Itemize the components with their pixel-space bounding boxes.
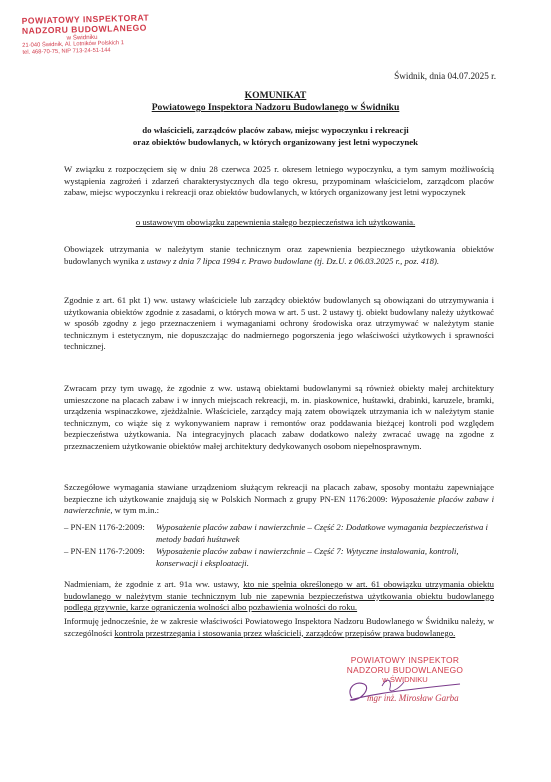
signature-stamp-line-3: w ŚWIDNIKU [382, 675, 428, 684]
small-architecture-paragraph: Zwracam przy tym uwagę, że zgodnie z ww. ustawą obiektami budowlanymi są również obiekty małej architektury umieszczone na placach zabaw i w innych miejscach rekreacji, m. in. piaskownice, huśtawki, drabinki, karuzele, bramki, urządzenia wspinaczkowe, zjeżdżalnie. Właściciele, zarządcy mają zatem obowiązek utrzymania ich w należytym stanie technicznym, co wiąże się z wykonywaniem napraw i remontów oraz poddawania bieżącej kontroli pod względem bezpieczeństwa użytkowania. Na integracyjnych placach zabaw dodatkowo należy zwracać uwagę na zgodne z przeznaczeniem użytkowanie obiektów małej architektury dedykowanych osobom niepełnosprawnym. [64, 383, 494, 451]
legal-basis-paragraph [64, 244, 494, 267]
standards-title: Wyposażenie placów zabaw i nawierzchnie [64, 493, 494, 516]
document-title: KOMUNIKAT [244, 90, 307, 101]
stamp-line-4: 21-040 Świdnik, Al. Lotników Polskich 1 [22, 40, 125, 49]
standards-text: Szczegółowe wymagania stawiane urządzeniom służącym rekreacji na placach zabaw, sposoby montażu zapewniające bezpieczne ich użytkowanie znajdują się w Polskich Normach z grupy PN-EN 1176:2009: [64, 482, 494, 504]
penalty-intro: Nadmieniam, że zgodnie z art. 91a ww. ustawy, [64, 579, 244, 589]
stamp-line-5: tel. 468-70-75, NIP 713-24-51-144 [22, 47, 111, 56]
document-date: Świdnik, dnia 04.07.2025 r. [394, 71, 496, 81]
standards-paragraph [64, 482, 494, 517]
legal-basis-text: Obowiązek utrzymania w należytym stanie technicznym oraz zapewnienia bezpiecznego użytkowania obiektów budowlanych wynika z [64, 244, 494, 266]
norm-code: – PN-EN 1176-7:2009: [64, 546, 145, 556]
standards-suffix: , w tym m.in.: [110, 505, 160, 516]
law-citation: ustawy z dnia 7 lipca 1994 r. Prawo budowlane (tj. Dz.U. z 06.03.2025 r., poz. 418). [146, 255, 440, 266]
document-issuer: Powiatowego Inspektora Nadzoru Budowlanego w Świdniku [151, 102, 400, 113]
norm-code: – PN-EN 1176-2:2009: [64, 522, 145, 532]
competence-scope: kontrola przestrzegania i stosowania przez właścicieli, zarządców przepisów prawa budowlanego. [114, 627, 456, 638]
signatory-name: mgr inż. Mirosław Garba [367, 693, 459, 703]
stamp-line-3: w Świdniku [66, 33, 98, 42]
key-statement: o ustawowym obowiązku zapewnienia stałego bezpieczeństwa ich użytkowania. [135, 217, 416, 227]
stamp-line-1: POWIATOWY INSPEKTORAT [21, 12, 150, 26]
penalty-clause: kto nie spełnia określonego w art. 61 obowiązku utrzymania obiektu budowlanego w należytym stanie technicznym lub nie zapewnia bezpieczeństwa użytkowania obiektu budowlanego podlega grzywnie, karze ograniczenia wolności albo pozbawienia wolności do roku. [64, 579, 494, 613]
norm-description: Wyposażenie placów zabaw i nawierzchnie – Część 2: Dodatkowe wymagania bezpieczeństwa i metody badań huśtawek [156, 522, 488, 544]
article-61-paragraph: Zgodnie z art. 61 pkt 1) ww. ustawy właściciele lub zarządcy obiektów budowlanych są obowiązani do utrzymywania i użytkowania obiektów zgodnie z zasadami, o których mowa w art. 5 ust. 2 ustawy tj. obiekt budowlany należy użytkować w sposób zgodny z jego przeznaczeniem i wymaganiami ochrony środowiska oraz utrzymywać w należytym stanie technicznym i estetycznym, nie dopuszczając do nadmiernego pogorszenia jego właściwości użytkowych i sprawności technicznej. [64, 295, 494, 352]
stamp-line-2: NADZORU BUDOWLANEGO [21, 22, 147, 36]
competence-text: Informuję jednocześnie, że w zakresie właściwości Powiatowego Inspektora Nadzoru Budowlanego w Świdniku należy, w szczególności [64, 616, 494, 638]
signature-stamp-line-2: NADZORU BUDOWLANEGO [346, 665, 464, 675]
intro-paragraph: W związku z rozpoczęciem się w dniu 28 czerwca 2025 r. okresem letniego wypoczynku, a tym samym możliwością wystąpienia zagrożeń i zdarzeń charakterystycznych dla tego okresu, przypominam właścicielom, zarządcom placów zabaw, miejsc wypoczynku i rekreacji oraz obiektów budowlanych, w których organizowany jest letni wypoczynek [64, 164, 494, 198]
addressee-line-2: oraz obiektów budowlanych, w których organizowany jest letni wypoczynek [132, 137, 419, 147]
signature-stamp-line-1: POWIATOWY INSPEKTOR [350, 655, 460, 665]
norm-description: Wyposażenie placów zabaw i nawierzchnie – Część 7: Wytyczne instalowania, kontroli, konserwacji i eksploatacji. [156, 546, 459, 568]
office-stamp [21, 12, 162, 57]
addressee-line-1: do właścicieli, zarządców placów zabaw, miejsc wypoczynku i rekreacji [142, 125, 409, 135]
competence-paragraph [64, 616, 494, 639]
penalty-paragraph [64, 579, 494, 614]
